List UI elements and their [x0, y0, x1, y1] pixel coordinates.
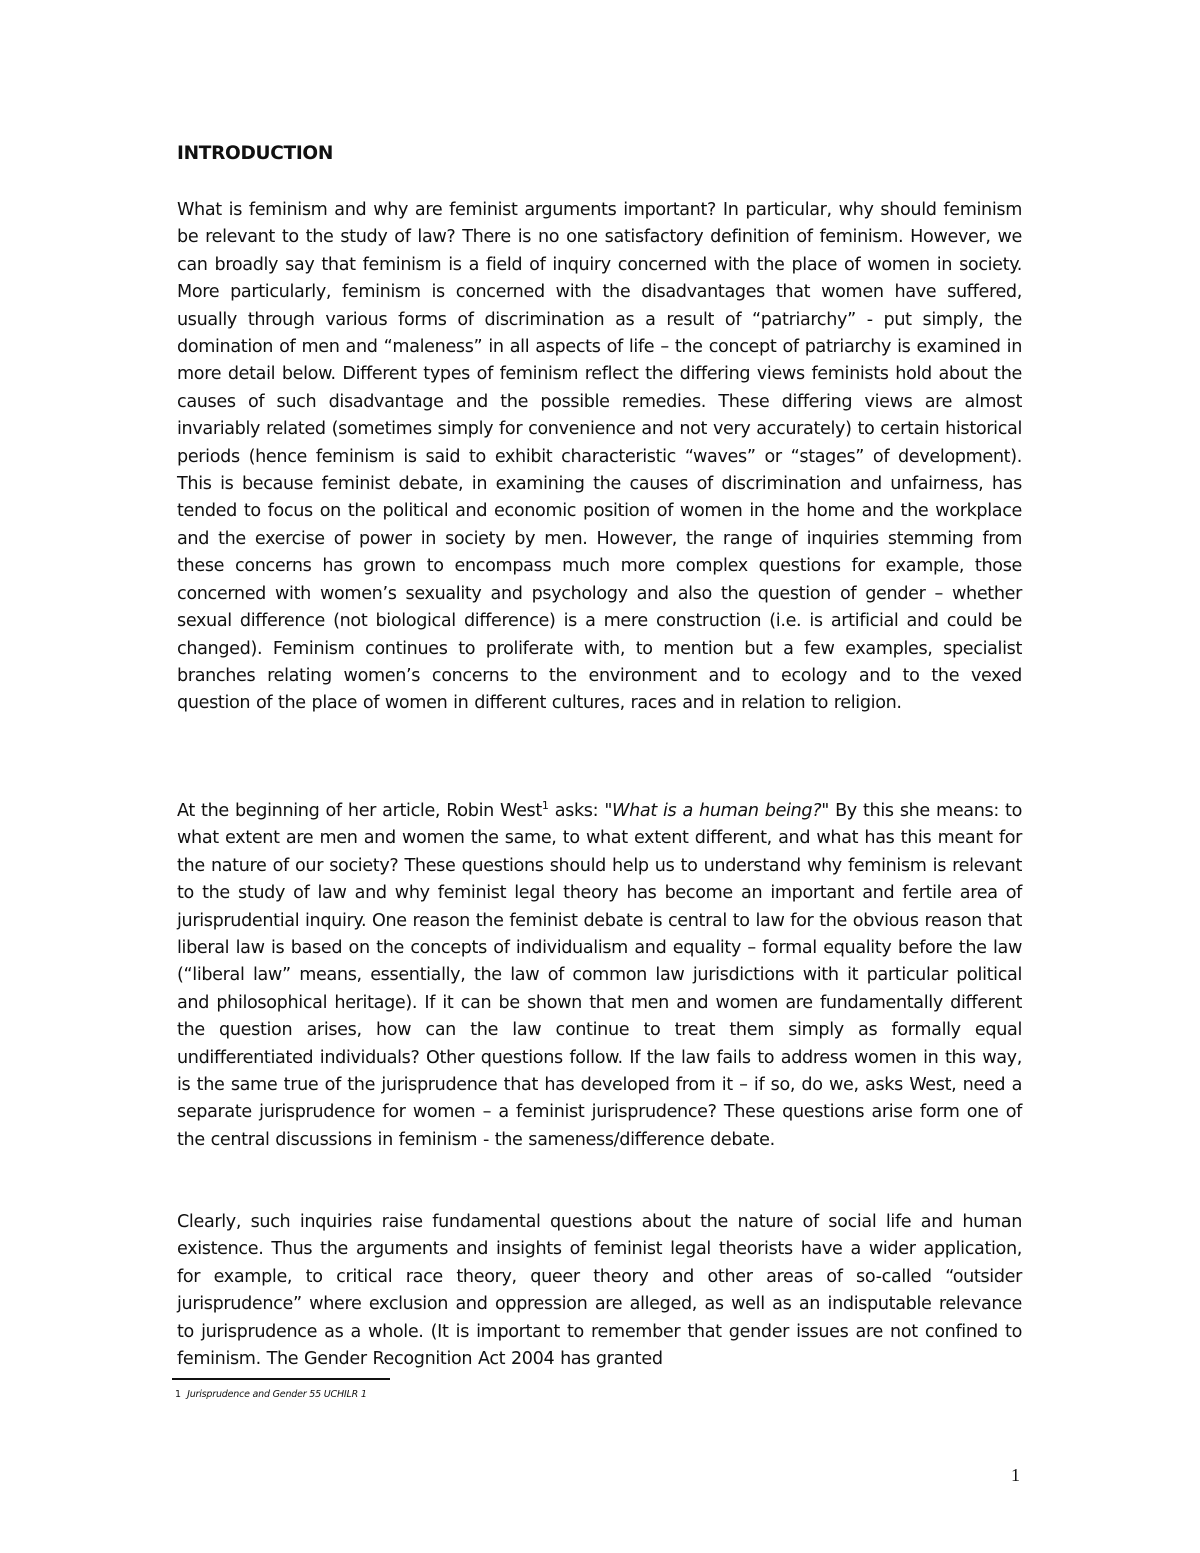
- paragraph-intro: What is feminism and why are feminist arguments important? In particular, why should feminism be relevant to the study of law? There is no one satisfactory definition of feminism. However, we can broadly say that feminism is a field of inquiry concerned with the place of women in society. More particularly, feminism is concerned with the disadvantages that women have suffered, usually through various forms of discrimination as a result of “patriarchy” - put simply, the domination of men and “maleness” in all aspects of life – the concept of patriarchy is examined in more detail below. Different types of feminism reflect the differing views feminists hold about the causes of such disadvantage and the possible remedies. These differing views are almost invariably related (sometimes simply for convenience and not very accurately) to certain historical periods (hence feminism is said to exhibit characteristic “waves” or “stages” of development). This is because feminist debate, in examining the causes of discrimination and unfairness, has tended to focus on the political and economic position of women in the home and the workplace and the exercise of power in society by men. However, the range of inquiries stemming from these concerns has grown to encompass much more complex questions for example, those concerned with women’s sexuality and psychology and also the question of gender – whether sexual difference (not biological difference) is a mere construction (i.e. is artificial and could be changed). Feminism continues to proliferate with, to mention but a few examples, specialist branches relating women’s concerns to the environment and to ecology and to the vexed question of the place of women in different cultures, races and in relation to religion.: [177, 200, 1022, 714]
- quoted-question: "What is a human being?": [604, 801, 829, 821]
- footnote-separator: [172, 1378, 390, 1380]
- paragraph-text-rest: By this she means: to what extent are men and women the same, to what extent different, and what has this meant for the nature of our society? These questions should help us to understand why feminism is relevant to the study of law and why feminist legal theory has become an important and fertile area of jurisprudential inquiry. One reason the feminist debate is central to law for the obvious reason that liberal law is based on the concepts of individualism and equality – formal equality before the law (“liberal law” means, essentially, the law of common law jurisdictions with it particular political and philosophical heritage). If it can be shown that men and women are fundamentally different the question arises, how can the law continue to treat them simply as formally equal undifferentiated individuals? Other questions follow. If the law fails to address women in this way, is the same true of the jurisprudence that has developed from it – if so, do we, asks West, need a separate jurisprudence for women – a feminist jurisprudence? These questions arise form one of the central discussions in feminism - the sameness/difference debate.: [177, 801, 1023, 1150]
- paragraph-wider-application: Clearly, such inquiries raise fundamental questions about the nature of social life and human existence. Thus the arguments and insights of feminist legal theorists have a wider application, for example, to critical race theory, queer theory and other areas of so-called “outsider jurisprudence” where exclusion and oppression are alleged, as well as an indisputable relevance to jurisprudence as a whole. (It is important to remember that gender issues are not confined to feminism. The Gender Recognition Act 2004 has granted: [177, 1212, 1022, 1370]
- footnote-number: 1: [175, 1389, 182, 1400]
- paragraph-text-asks: asks:: [548, 801, 605, 821]
- page-number: 1: [1011, 1465, 1020, 1485]
- footnote: [175, 1389, 367, 1400]
- footnote-text: Jurisprudence and Gender 55 UCHILR 1: [187, 1389, 367, 1400]
- section-heading: INTRODUCTION: [177, 143, 334, 164]
- footnote-reference: 1: [541, 799, 549, 813]
- paragraph-robin-west: [177, 798, 1022, 1154]
- paragraph-text-start: At the beginning of her article, Robin West: [177, 801, 542, 821]
